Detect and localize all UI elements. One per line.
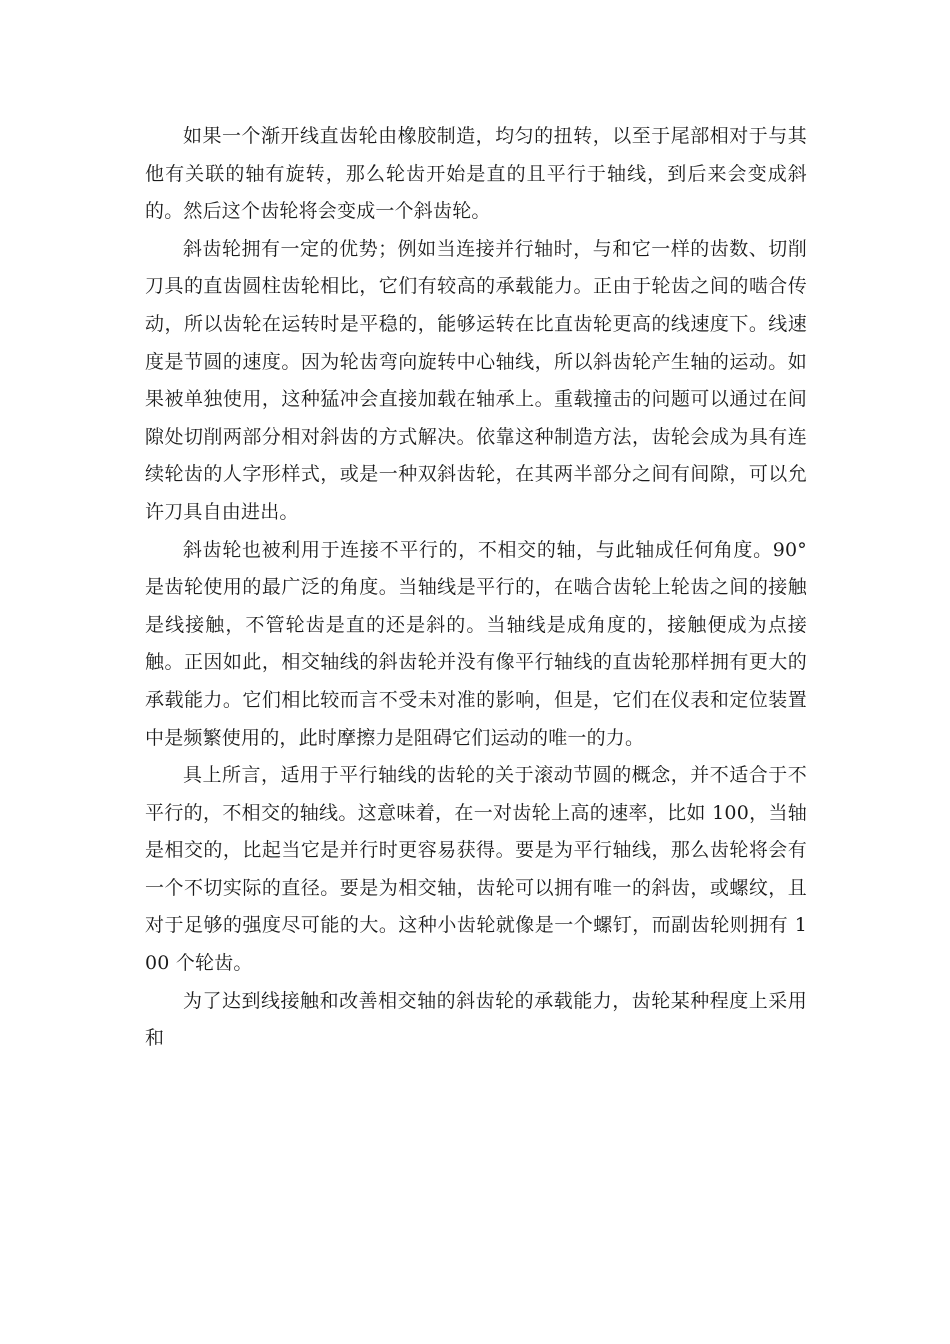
paragraph-3: 斜齿轮也被利用于连接不平行的，不相交的轴，与此轴成任何角度。90°是齿轮使用的最广泛的角度。当轴线是平行的，在啮合齿轮上轮齿之间的接触是线接触，不管轮齿是直的还是斜的。当轴线是成角度的，接触便成为点接触。正因如此，相交轴线的斜齿轮并没有像平行轴线的直齿轮那样拥有更大的承载能力。它们相比较而言不受未对准的影响，但是，它们在仪表和定位装置中是频繁使用的，此时摩擦力是阻碍它们运动的唯一的力。 <box>145 538 807 749</box>
document-body <box>145 118 807 1058</box>
paragraph-4: 具上所言，适用于平行轴线的齿轮的关于滚动节圆的概念，并不适合于不平行的，不相交的轴线。这意味着，在一对齿轮上高的速率，比如 100，当轴是相交的，比起当它是并行时更容易获得。要是为平行轴线，那么齿轮将会有一个不切实际的直径。要是为相交轴，齿轮可以拥有唯一的斜齿，或螺纹，且对于足够的强度尽可能的大。这种小齿轮就像是一个螺钉，而副齿轮则拥有 100 个轮齿。 <box>145 764 807 975</box>
paragraph-5: 为了达到线接触和改善相交轴的斜齿轮的承载能力，齿轮某种程度上采用和 <box>145 989 807 1050</box>
paragraph-1: 如果一个渐开线直齿轮由橡胶制造，均匀的扭转，以至于尾部相对于与其他有关联的轴有旋转，那么轮齿开始是直的且平行于轴线，到后来会变成斜的。然后这个齿轮将会变成一个斜齿轮。 <box>145 125 807 223</box>
paragraph-2: 斜齿轮拥有一定的优势；例如当连接并行轴时，与和它一样的齿数、切削刀具的直齿圆柱齿轮相比，它们有较高的承载能力。正由于轮齿之间的啮合传动，所以齿轮在运转时是平稳的，能够运转在比直齿轮更高的线速度下。线速度是节圆的速度。因为轮齿弯向旋转中心轴线，所以斜齿轮产生轴的运动。如果被单独使用，这种猛冲会直接加载在轴承上。重载撞击的问题可以通过在间隙处切削两部分相对斜齿的方式解决。依靠这种制造方法，齿轮会成为具有连续轮齿的人字形样式，或是一种双斜齿轮，在其两半部分之间有间隙，可以允许刀具自由进出。 <box>145 237 807 523</box>
